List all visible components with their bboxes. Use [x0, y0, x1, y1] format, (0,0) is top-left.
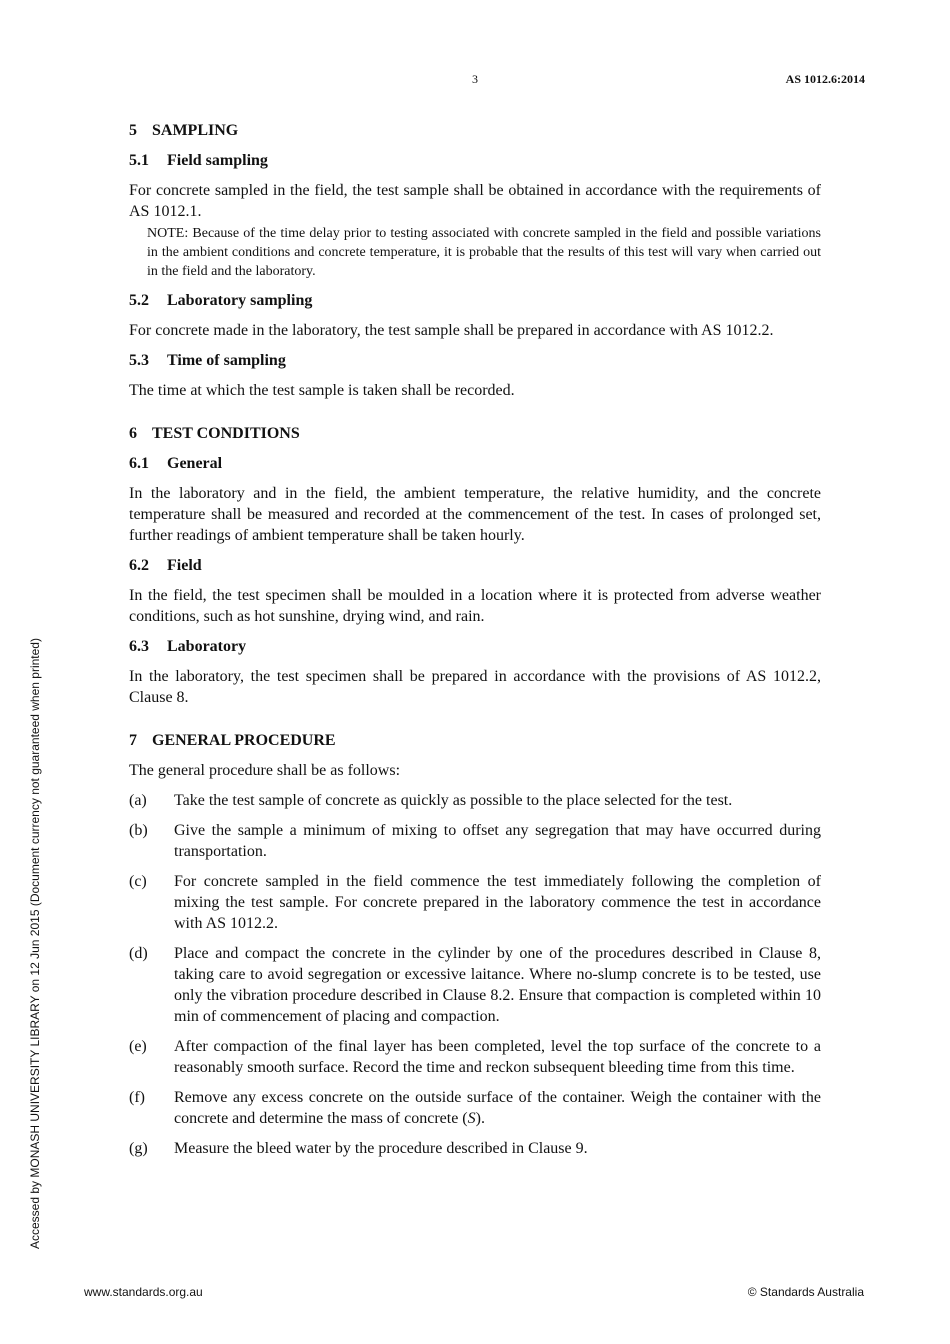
list-item: (e) After compaction of the final layer has been completed, level the top surface of the concrete to a reasonably smooth surface. Record the time and reckon subsequent bleeding time from this time. — [129, 1038, 821, 1076]
section-6-1-heading: 6.1 General — [129, 455, 223, 472]
list-item: (f) Remove any excess concrete on the outside surface of the container. Weigh the container with the concrete and determine the mass of concrete (S). — [129, 1089, 821, 1127]
section-5-1-heading: 5.1 Field sampling — [129, 152, 268, 169]
document-body — [129, 120, 821, 1168]
section-5-2-heading: 5.2 Laboratory sampling — [129, 292, 313, 309]
section-7-heading: 7 GENERAL PROCEDURE — [129, 732, 336, 749]
section-6-2-heading: 6.2 Field — [129, 557, 202, 574]
section-5-heading: 5 SAMPLING — [129, 122, 239, 139]
section-6-3-heading: 6.3 Laboratory — [129, 638, 247, 655]
footer-website-link[interactable]: www.standards.org.au — [84, 1285, 203, 1299]
document-id: AS 1012.6:2014 — [785, 72, 865, 86]
page-number: 3 — [472, 72, 478, 86]
section-5-2-text: For concrete made in the laboratory, the test sample shall be prepared in accordance with AS 1012.2. — [129, 322, 774, 339]
list-item: (a) Take the test sample of concrete as quickly as possible to the place selected for the test. — [129, 792, 733, 809]
access-watermark: Accessed by MONASH UNIVERSITY LIBRARY on 12 Jun 2015 (Document currency not guaranteed when printed) — [28, 638, 42, 1249]
footer-copyright: © Standards Australia — [747, 1285, 864, 1299]
section-6-2-text: In the field, the test specimen shall be moulded in a location where it is protected from adverse weather conditions, such as hot sunshine, drying wind, and rain. — [129, 587, 821, 625]
section-5-1-note: NOTE: Because of the time delay prior to testing associated with concrete sampled in the field and possible variations in the ambient conditions and concrete temperature, it is probable that the results of this test will vary when carried out in the field and the laboratory. — [147, 226, 821, 279]
section-6-3-text: In the laboratory, the test specimen shall be prepared in accordance with the provisions of AS 1012.2, Clause 8. — [129, 668, 821, 706]
section-5-1-text: For concrete sampled in the field, the test sample shall be obtained in accordance with the requirements of AS 1012.1. — [129, 182, 821, 220]
section-5-3-text: The time at which the test sample is taken shall be recorded. — [129, 382, 515, 399]
list-item: (c) For concrete sampled in the field commence the test immediately following the completion of mixing the test sample. For concrete prepared in the laboratory commence the test in accordance with AS 1012.2. — [129, 873, 821, 932]
section-6-heading: 6 TEST CONDITIONS — [129, 425, 300, 442]
section-5-3-heading: 5.3 Time of sampling — [129, 352, 286, 369]
list-item: (d) Place and compact the concrete in the cylinder by one of the procedures described in Clause 8, taking care to avoid segregation or excessive laitance. Where no-slump concrete is to be tested, use only the vibration procedure described in Clause 8.2. Ensure that compaction is completed within 10 min of commencement of placing and compaction. — [129, 945, 821, 1025]
section-6-1-text: In the laboratory and in the field, the ambient temperature, the relative humidity, and the concrete temperature shall be measured and recorded at the commencement of the test. In cases of prolonged set, further readings of ambient temperature shall be taken hourly. — [129, 485, 821, 544]
section-7-intro: The general procedure shall be as follows: — [129, 762, 401, 779]
list-item: (b) Give the sample a minimum of mixing to offset any segregation that may have occurred during transportation. — [129, 822, 821, 860]
procedure-list — [129, 790, 821, 1159]
list-item: (g) Measure the bleed water by the procedure described in Clause 9. — [129, 1140, 588, 1157]
